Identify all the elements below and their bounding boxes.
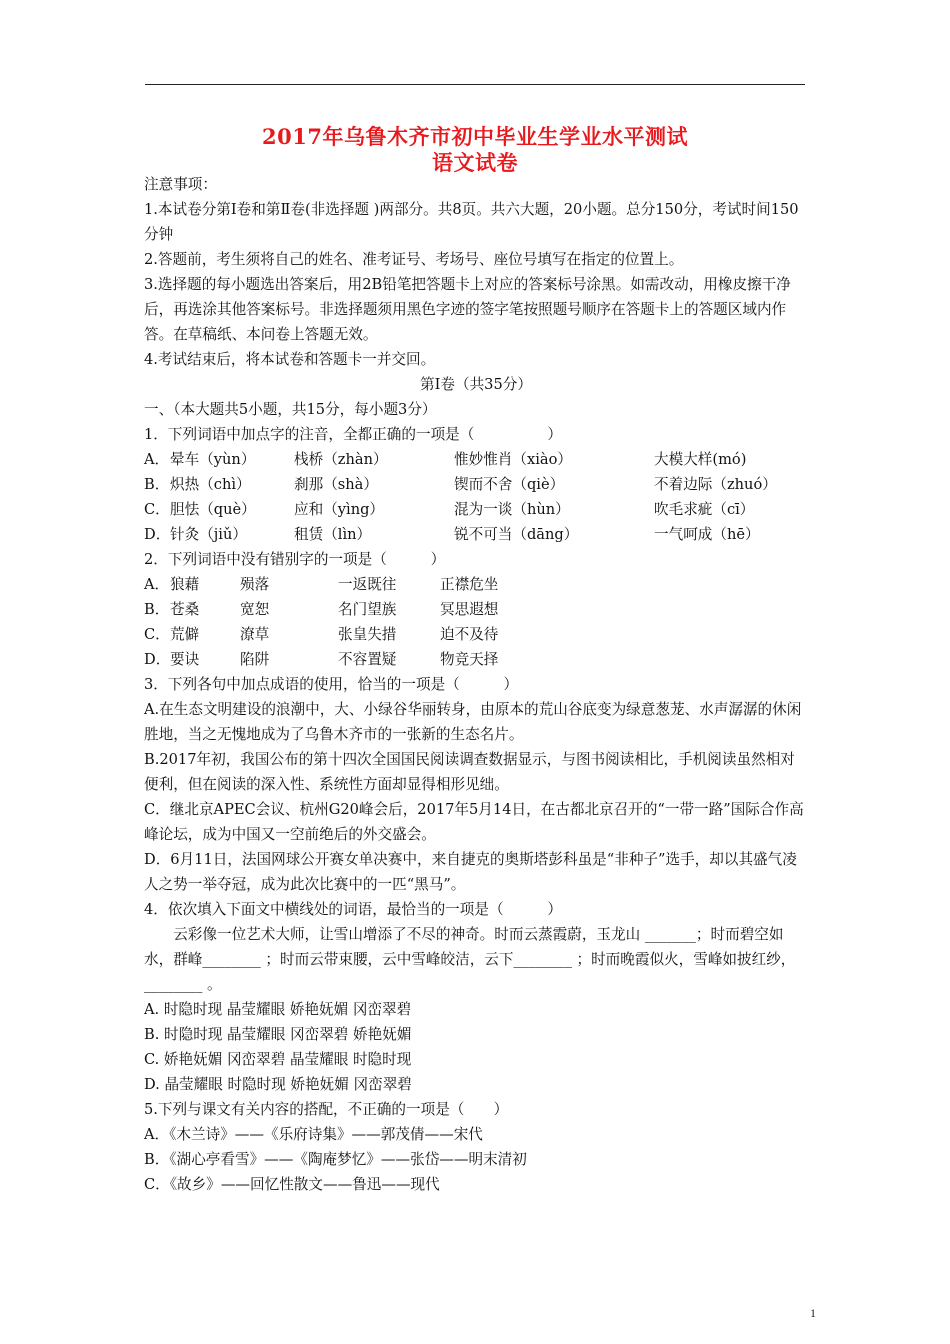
q1-stem: 1．下列词语中加点字的注音，全都正确的一项是（ ）	[144, 426, 562, 443]
notice-heading: 注意事项：	[144, 176, 217, 193]
q4-stem: 4．依次填入下面文中横线处的词语，最恰当的一项是（ ）	[144, 901, 562, 918]
header-rule	[145, 84, 805, 85]
exam-body	[144, 172, 808, 1197]
exam-title: 2017年乌鲁木齐市初中毕业生学业水平测试	[262, 124, 688, 149]
q4-passage: 云彩像一位艺术大师，让雪山增添了不尽的神奇。时而云蒸霞蔚，玉龙山 _______；时而碧空如水，群峰________ ；时而云带束腰，云中雪峰皎洁，云下________ ；时而晚霞似火，雪峰如披红纱，________ 。	[144, 926, 796, 993]
q5-option-b: B．《湖心亭看雪》——《陶庵梦忆》——张岱——明末清初	[144, 1151, 527, 1168]
q5-option-a: A．《木兰诗》——《乐府诗集》——郭茂倩——宋代	[144, 1126, 483, 1143]
q3-stem: 3．下列各句中加点成语的使用，恰当的一项是（ ）	[144, 676, 519, 693]
notice-item-1: 1.本试卷分第Ⅰ卷和第Ⅱ卷(非选择题 )两部分。共8页。共六大题，20小题。总分150分，考试时间150分钟	[144, 201, 799, 243]
notice-item-2: 2.答题前，考生须将自己的姓名、准考证号、考场号、座位号填写在指定的位置上。	[144, 251, 684, 268]
q1-option-a: A． 晕车（yùn） 栈桥（zhàn） 惟妙惟肖（xiào） 大模大样(mó)	[144, 451, 747, 468]
q3-option-c: C．继北京APEC会议、杭州G20峰会后，2017年5月14日，在古都北京召开的“一带一路”国际合作高峰论坛，成为中国又一空前绝后的外交盛会。	[144, 801, 804, 843]
q2-option-d: D． 要诀 陷阱 不容置疑 物竞天择	[144, 651, 499, 668]
q4-option-a: A. 时隐时现 晶莹耀眼 娇艳妩媚 冈峦翠碧	[144, 1001, 412, 1018]
notice-item-4: 4.考试结束后，将本试卷和答题卡一并交回。	[144, 351, 436, 368]
q2-option-b: B． 苍桑 宽恕 名门望族 冥思遐想	[144, 601, 499, 618]
q4-option-c: C. 娇艳妩媚 冈峦翠碧 晶莹耀眼 时隐时现	[144, 1051, 412, 1068]
exam-subtitle: 语文试卷	[432, 150, 518, 175]
q1-option-c: C． 胆怯（què） 应和（yìng） 混为一谈（hùn） 吹毛求疵（cī）	[144, 501, 755, 518]
page-number: 1	[810, 1306, 816, 1320]
q3-option-a: A.在生态文明建设的浪潮中，大、小绿谷华丽转身，由原本的荒山谷底变为绿意葱茏、水声潺潺的休闲胜地，当之无愧地成为了乌鲁木齐市的一张新的生态名片。	[144, 701, 802, 743]
q3-option-b: B.2017年初，我国公布的第十四次全国国民阅读调查数据显示，与图书阅读相比，手机阅读虽然相对便利，但在阅读的深入性、系统性方面却显得相形见绌。	[144, 751, 795, 793]
q2-option-c: C． 荒僻 潦草 张皇失措 迫不及待	[144, 626, 499, 643]
q5-option-c: C．《故乡》——回忆性散文——鲁迅——现代	[144, 1176, 440, 1193]
q4-option-b: B. 时隐时现 晶莹耀眼 冈峦翠碧 娇艳妩媚	[144, 1026, 412, 1043]
section-heading: 一、（本大题共5小题，共15分，每小题3分）	[144, 401, 437, 418]
notice-item-3: 3.选择题的每小题选出答案后，用2B铅笔把答题卡上对应的答案标号涂黑。如需改动，用橡皮擦干净后，再选涂其他答案标号。非选择题须用黑色字迹的签字笔按照题号顺序在答题卡上的答题区域内作答。在草稿纸、本问卷上答题无效。	[144, 276, 791, 343]
q2-stem: 2．下列词语中没有错别字的一项是（ ）	[144, 551, 446, 568]
q3-option-d: D．6月11日，法国网球公开赛女单决赛中，来自捷克的奥斯塔彭科虽是“非种子”选手，却以其盛气凌人之势一举夺冠，成为此次比赛中的一匹“黑马”。	[144, 851, 797, 893]
q1-option-d: D． 针灸（jiǔ） 租赁（lìn） 锐不可当（dāng） 一气呵成（hē）	[144, 526, 760, 543]
q5-stem: 5.下列与课文有关内容的搭配，不正确的一项是（ ）	[144, 1101, 509, 1118]
q1-option-b: B． 炽热（chì） 刹那（shà） 锲而不舍（qiè） 不着边际（zhuó）	[144, 476, 777, 493]
q2-option-a: A． 狼藉 殒落 一返既往 正襟危坐	[144, 576, 499, 593]
q4-option-d: D. 晶莹耀眼 时隐时现 娇艳妩媚 冈峦翠碧	[144, 1076, 412, 1093]
part1-heading: 第Ⅰ卷（共35分）	[420, 376, 532, 393]
